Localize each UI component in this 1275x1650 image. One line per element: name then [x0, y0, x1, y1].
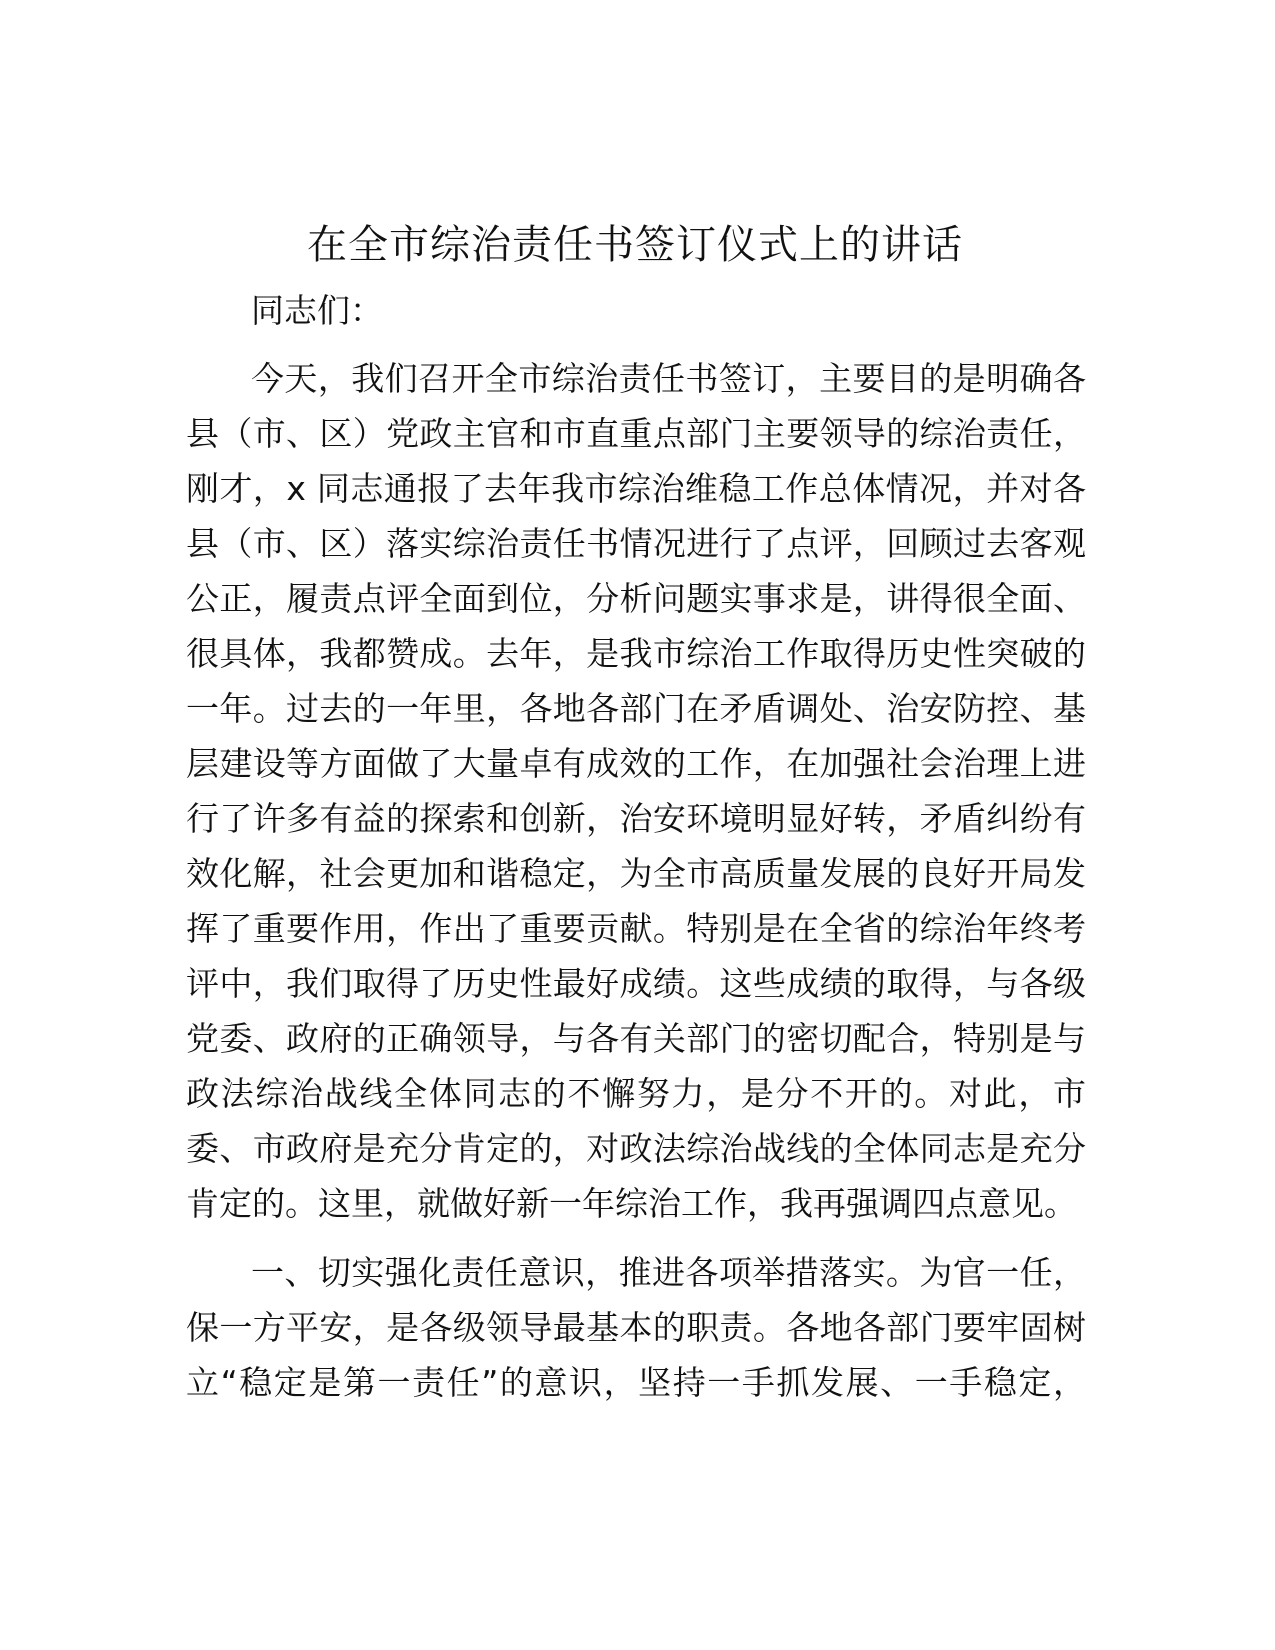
paragraph-line: 挥了重要作用，作出了重要贡献。特别是在全省的综治年终考 — [186, 909, 1086, 948]
paragraph-line: 一年。过去的一年里，各地各部门在矛盾调处、治安防控、基 — [186, 689, 1086, 728]
paragraph-line: 县（市、区）党政主官和市直重点部门主要领导的综治责任， — [186, 414, 1086, 453]
paragraph-line: 刚才，x 同志通报了去年我市综治维稳工作总体情况，并对各 — [186, 469, 1086, 508]
document-title: 在全市综治责任书签订仪式上的讲话 — [307, 222, 963, 268]
paragraph-line: 委、市政府是充分肯定的，对政法综治战线的全体同志是充分 — [186, 1129, 1086, 1168]
greeting: 同志们： — [251, 291, 383, 330]
paragraph-line: 县（市、区）落实综治责任书情况进行了点评，回顾过去客观 — [186, 524, 1086, 563]
paragraph-line: 政法综治战线全体同志的不懈努力，是分不开的。对此，市 — [186, 1074, 1086, 1113]
paragraph-line: 效化解，社会更加和谐稳定，为全市高质量发展的良好开局发 — [186, 854, 1086, 893]
paragraph-line: 公正，履责点评全面到位，分析问题实事求是，讲得很全面、 — [186, 579, 1086, 618]
paragraph-line: 层建设等方面做了大量卓有成效的工作，在加强社会治理上进 — [186, 744, 1086, 783]
paragraph-line: 行了许多有益的探索和创新，治安环境明显好转，矛盾纠纷有 — [186, 799, 1086, 838]
paragraph-line: 肯定的。这里，就做好新一年综治工作，我再强调四点意见。 — [186, 1184, 1077, 1223]
paragraph-line: 很具体，我都赞成。去年，是我市综治工作取得历史性突破的 — [186, 634, 1086, 673]
paragraph-line: 今天，我们召开全市综治责任书签订，主要目的是明确各 — [251, 359, 1086, 398]
paragraph-line: 评中，我们取得了历史性最好成绩。这些成绩的取得，与各级 — [186, 964, 1086, 1003]
paragraph-line: 党委、政府的正确领导，与各有关部门的密切配合，特别是与 — [186, 1019, 1086, 1058]
paragraph-line: 立“稳定是第一责任”的意识，坚持一手抓发展、一手稳定， — [186, 1363, 1086, 1402]
paragraph-line: 保一方平安，是各级领导最基本的职责。各地各部门要牢固树 — [186, 1308, 1086, 1347]
paragraph-line: 一、切实强化责任意识，推进各项举措落实。为官一任， — [251, 1253, 1086, 1292]
